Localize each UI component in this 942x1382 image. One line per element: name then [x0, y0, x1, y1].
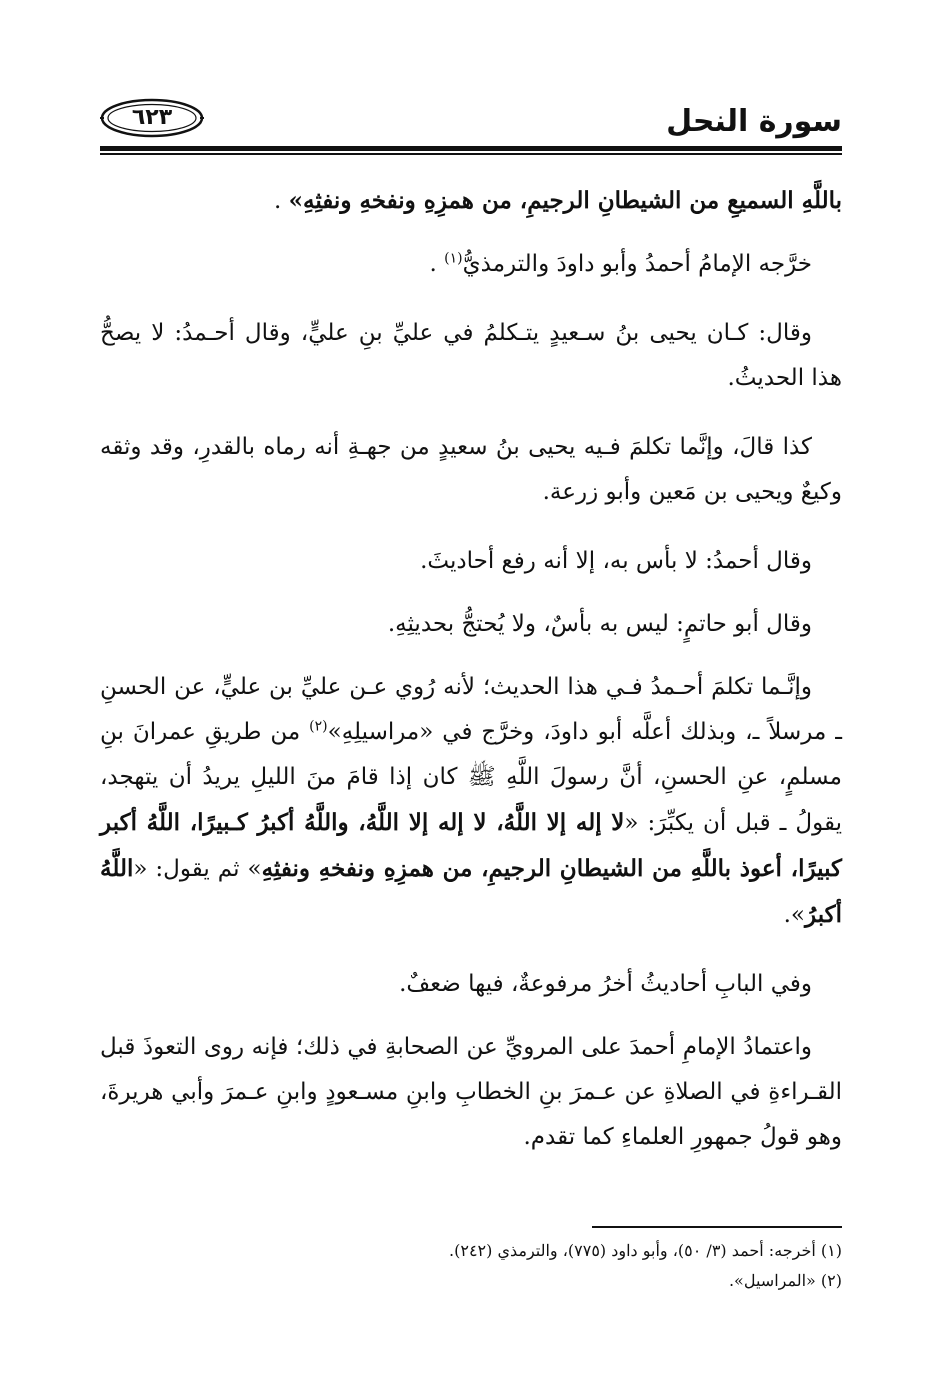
footnote-separator	[592, 1226, 842, 1228]
paragraph	[100, 665, 842, 938]
paragraph	[100, 962, 842, 1007]
text-run: وإنَّـما تكلمَ أحـمدُ فـي هذا الحديث؛ لأنه رُوي عـن عليِّ بن عليٍّ، عن الحسنِ ـ مرسلاً ـ، وبذلك أعلَّه أبو داودَ، وخرَّج في «مراسيلِهِ»	[100, 674, 842, 745]
text-run: وقال أحمدُ: لا بأس به، إلا أنه رفع أحاديثَ.	[420, 548, 812, 574]
main-text	[100, 178, 842, 1184]
text-run: وفي البابِ أحاديثُ أخرُ مرفوعةٌ، فيها ضعفٌ.	[399, 971, 812, 997]
paragraph	[100, 1025, 842, 1160]
paragraph	[100, 602, 842, 647]
footnote-ref: (١)	[444, 250, 463, 267]
text-run: وقال أبو حاتمٍ: ليس به بأسٌ، ولا يُحتجُّ بحديثِهِ.	[387, 611, 812, 637]
page-number-badge	[100, 98, 204, 138]
text-run: واعتمادُ الإمامِ أحمدَ على المرويِّ عن الصحابةِ في ذلك؛ فإنه روى التعوذَ قبل القـراءةِ في الصلاةِ عن عـمرَ بنِ الخطابِ وابنِ مسـعودٍ وابنِ عـمرَ وأبي هريرةَ، وهو قولُ جمهورِ العلماءِ كما تقدم.	[100, 1034, 842, 1150]
text-run: ».	[783, 902, 806, 928]
header-rule-thick	[100, 146, 842, 151]
surah-title: سورة النحل	[666, 104, 842, 139]
text-run: .	[274, 188, 289, 214]
paragraph	[100, 242, 842, 287]
quote-text: لا إله إلا اللَّهُ، لا إله إلا اللَّهُ، واللَّهُ أكبرُ كـبيرًا، اللَّهُ أكبر كبيرًا، أعوذ باللَّهِ من الشيطانِ الرجيمِ، من همزِهِ ونفخهِ ونفثِهِ	[100, 809, 842, 882]
quote-text: اللَّهُ أكبرُ	[100, 855, 842, 928]
footnotes	[100, 1236, 842, 1296]
text-run: » ثم يقول: «	[133, 856, 262, 882]
footnote: (١) أخرجه: أحمد (٣/ ٥٠)، وأبو داود (٧٧٥)، والترمذي (٢٤٢).	[449, 1241, 842, 1260]
text-run: خرَّجه الإمامُ أحمدُ وأبو داودَ والترمذيُّ	[462, 251, 812, 277]
paragraph	[100, 425, 842, 515]
paragraph	[100, 539, 842, 584]
text-run: .	[429, 251, 445, 277]
quote-text: باللَّهِ السميعِ من الشيطانِ الرجيمِ، من همزِهِ ونفخهِ ونفثِهِ»	[288, 187, 842, 214]
text-run: وقال: كـان يحيى بنُ سـعيدٍ يتـكلمُ في عليِّ بنِ عليٍّ، وقال أحـمدُ: لا يصحُّ هذا الحديثُ.	[100, 320, 842, 391]
text-run: كذا قالَ، وإنَّما تكلمَ فـيه يحيى بنُ سعيدٍ من جهـةِ أنه رماه بالقدرِ، وقد وثقه وكيعٌ ويحيى بن مَعين وأبو زرعة.	[100, 434, 842, 505]
text-run: من طريقِ عمرانَ بنِ مسلمٍ، عنِ الحسنِ، أنَّ رسولَ اللَّهِ ﷺ كان إذا قامَ منَ الليلِ يريدُ أن يتهجد، يقولُ ـ قبل أن يكبِّرَ: «	[100, 719, 842, 836]
paragraph	[100, 178, 842, 224]
page-number: ٦٢٣	[131, 105, 173, 130]
footnote: (٢) «المراسيل».	[728, 1271, 842, 1290]
header-rule-thin	[100, 153, 842, 155]
paragraph	[100, 311, 842, 401]
footnote-ref: (٢)	[309, 718, 328, 735]
